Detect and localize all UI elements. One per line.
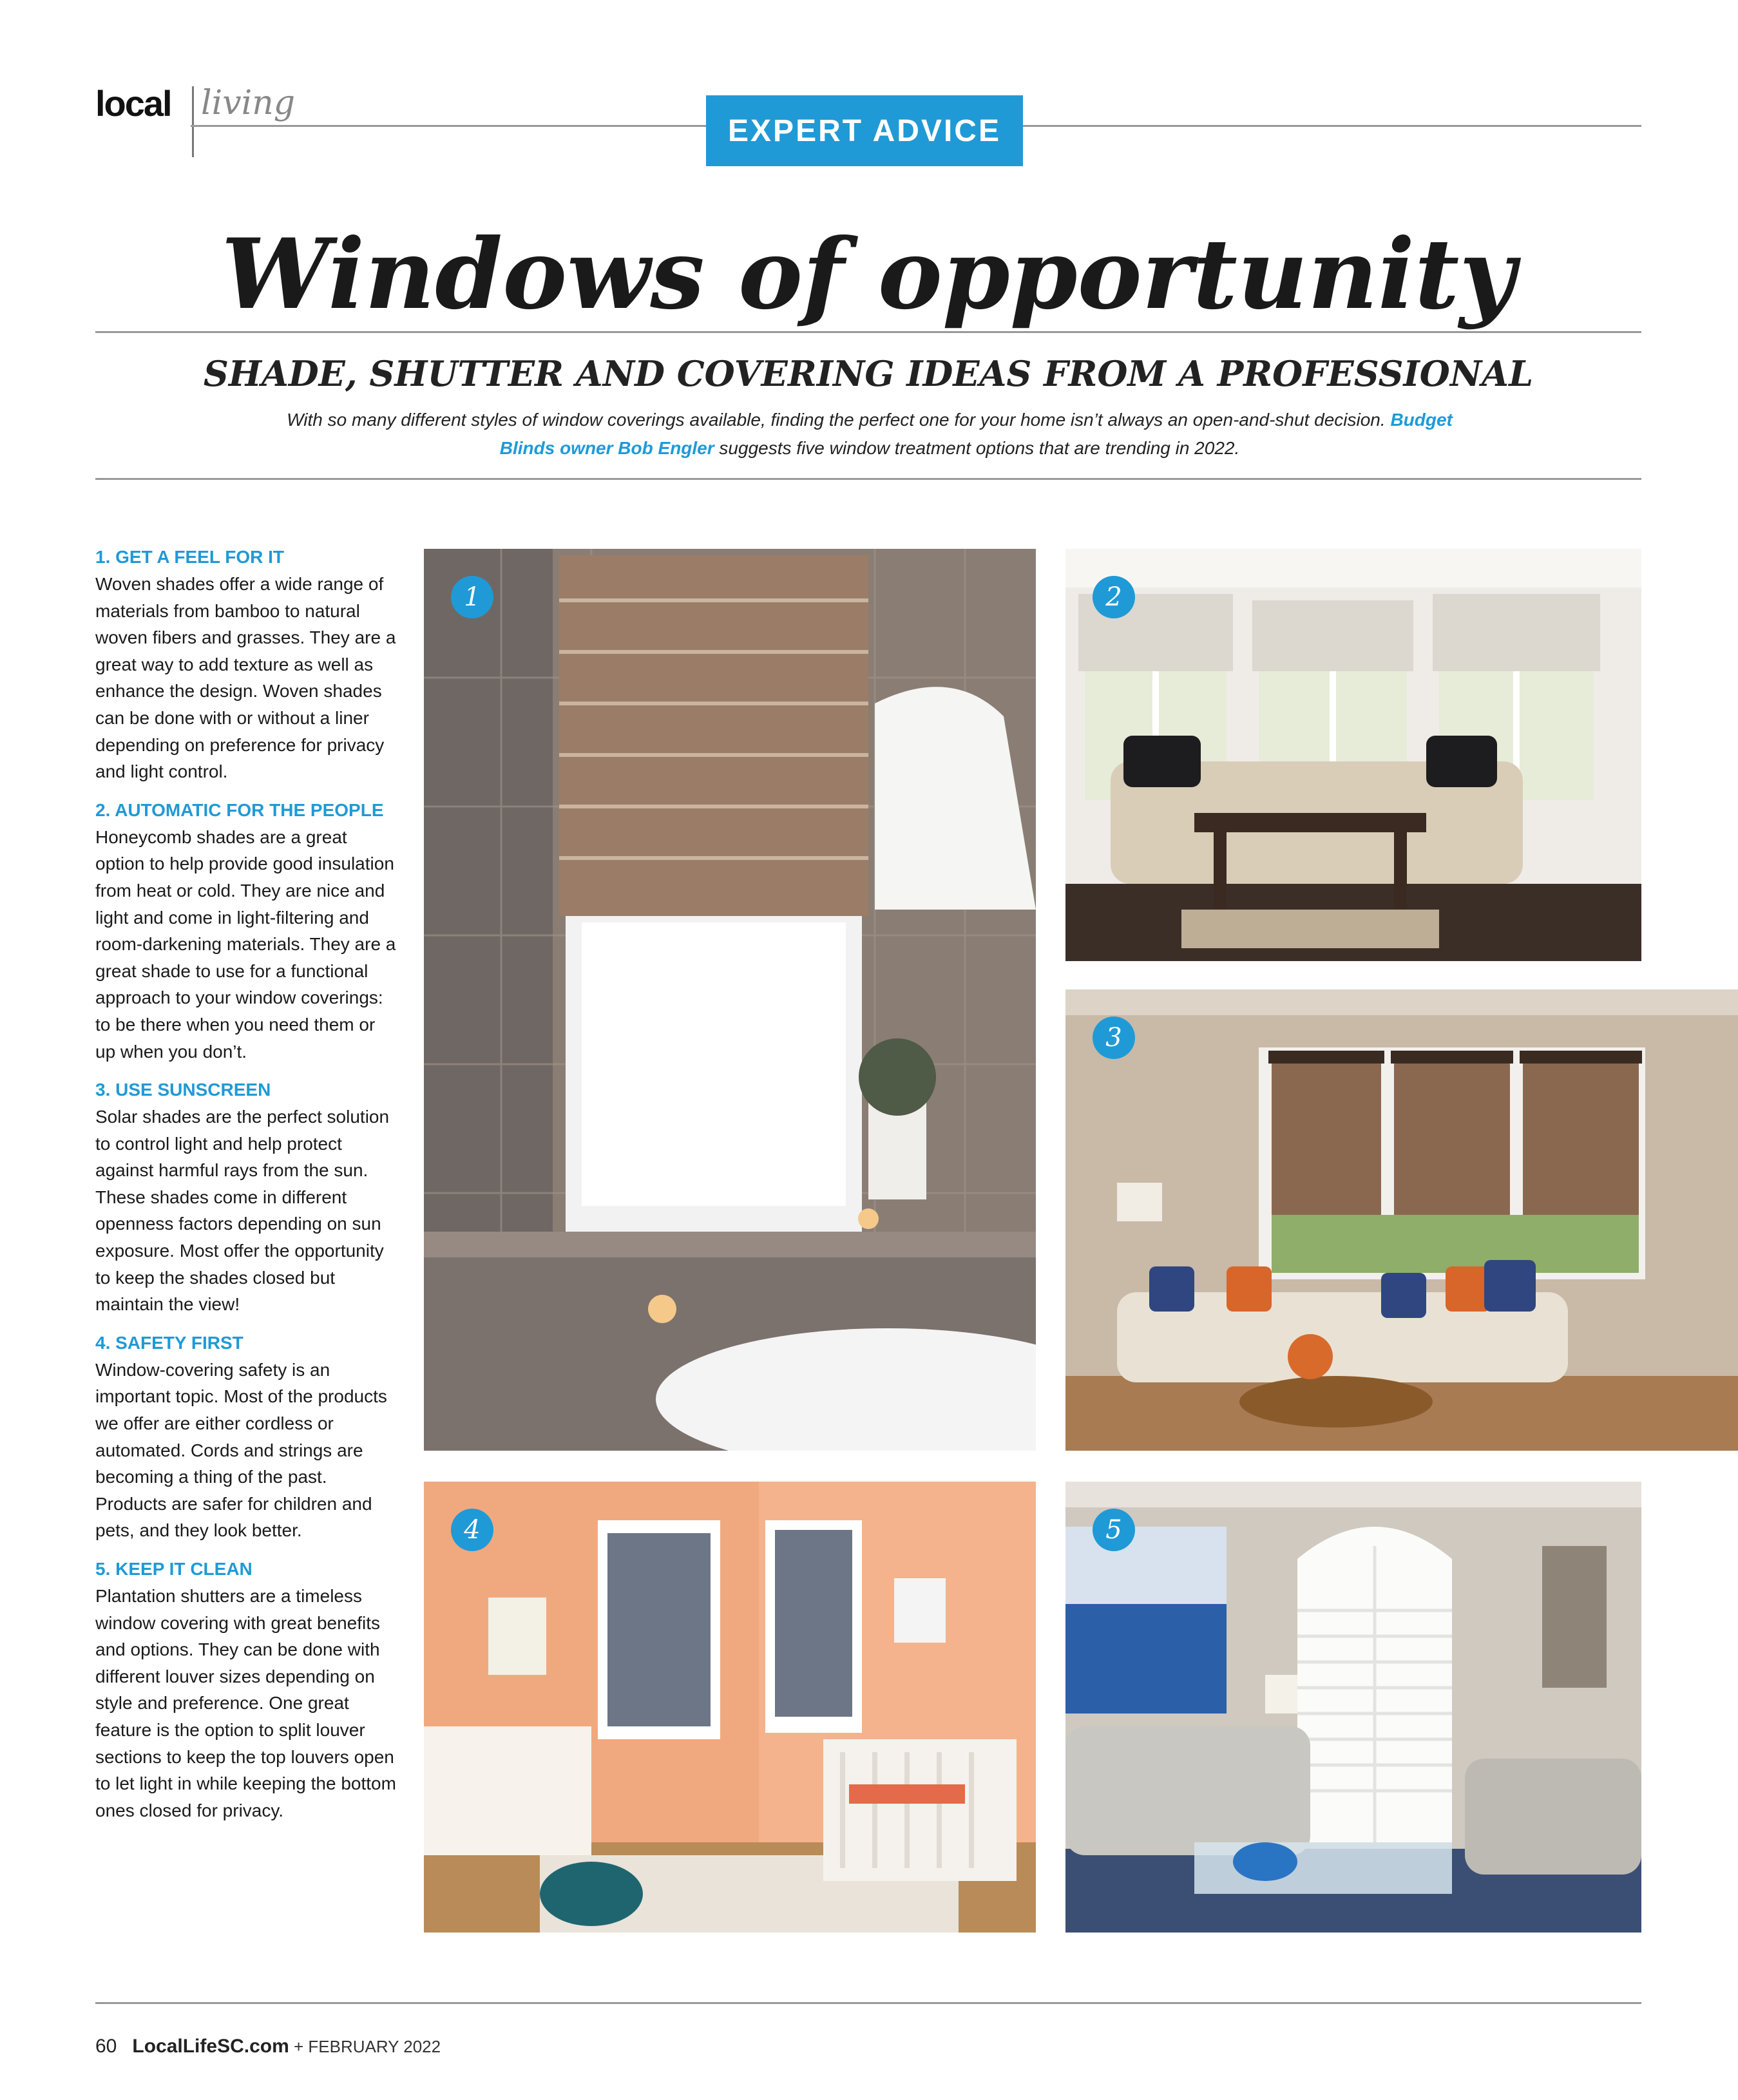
issue-date: + FEBRUARY 2022 <box>289 2037 441 2056</box>
photo-1-illustration <box>424 549 1036 1451</box>
photo-woven-shade-bathroom <box>424 549 1036 1451</box>
photo-number-badge: 3 <box>1093 1017 1135 1059</box>
section-5 <box>95 1556 398 1824</box>
article-subtitle: SHADE, SHUTTER AND COVERING IDEAS FROM A PROFESSIONAL <box>203 353 1534 394</box>
section-4 <box>95 1330 398 1544</box>
photo-2-illustration <box>1065 549 1641 961</box>
article-title: Windows of opportunity <box>221 218 1516 331</box>
intro-text-after: suggests five window treatment options that are trending in 2022. <box>714 438 1240 458</box>
section-heading: 4. SAFETY FIRST <box>95 1332 244 1353</box>
photo-solar-shades-living-room <box>1065 989 1738 1451</box>
footer-rule <box>95 2002 1641 2004</box>
photo-number-badge: 4 <box>451 1509 493 1551</box>
intro-text-before: With so many different styles of window coverings available, finding the perfect one for your home isn’t always an open-and-shut decision. <box>287 410 1391 430</box>
photo-5-illustration <box>1065 1482 1641 1933</box>
photo-3-illustration <box>1065 989 1738 1451</box>
article-body <box>95 544 398 1835</box>
section-badge: EXPERT ADVICE <box>706 95 1023 166</box>
section-text: Plantation shutters are a timeless window covering with great benefits and options. They can be done with different louver sizes depending on style and preference. One great feature is the option to split louver sections to keep the top louvers open to let light in while keeping the bottom ones closed for privacy. <box>95 1586 396 1820</box>
section-3 <box>95 1076 398 1318</box>
section-heading: 3. USE SUNSCREEN <box>95 1080 271 1100</box>
intro-rule <box>95 478 1641 480</box>
intro-highlight: Budget Blinds owner Bob Engler <box>499 410 1453 458</box>
photo-honeycomb-shades-bay-window <box>1065 549 1641 961</box>
section-text: Solar shades are the perfect solution to control light and help protect against harmful rays from the sun. These shades come in different openness factors depending on sun exposure. Most offer the opportunity to keep the shades closed but maintain the view! <box>95 1107 390 1315</box>
section-text: Honeycomb shades are a great option to help provide good insulation from heat or cold. They are nice and light and come in light-filtering and room-darkening materials. They are a great shade to use for a functional approach to your window coverings: to be there when you need them or up when you don’t. <box>95 826 396 1062</box>
page-number: 60 <box>95 2036 117 2057</box>
photo-plantation-shutters-living-room <box>1065 1482 1641 1933</box>
section-text: Woven shades offer a wide range of materials from bamboo to natural woven fibers and grasses. They are a great way to add texture as well as enhance the design. Woven shades can be done with or without a liner depending on preference for privacy and light control. <box>95 574 396 782</box>
section-2 <box>95 797 398 1065</box>
section-1 <box>95 544 398 785</box>
photo-number-badge: 5 <box>1093 1509 1135 1551</box>
section-heading: 2. AUTOMATIC FOR THE PEOPLE <box>95 799 384 820</box>
photo-4-illustration <box>424 1482 1036 1933</box>
page-footer <box>95 2036 441 2057</box>
brand-living-wordmark: living <box>201 84 296 122</box>
section-heading: 5. KEEP IT CLEAN <box>95 1559 253 1579</box>
section-heading: 1. GET A FEEL FOR IT <box>95 547 284 567</box>
brand-local-wordmark: local <box>95 83 171 124</box>
photo-number-badge: 1 <box>451 576 493 618</box>
brand-divider <box>192 86 194 157</box>
article-intro <box>283 406 1456 463</box>
photo-number-badge: 2 <box>1093 576 1135 618</box>
photo-cordless-shades-nursery <box>424 1482 1036 1933</box>
section-text: Window-covering safety is an important topic. Most of the products we offer are either cordless or automated. Cords and strings are becoming a thing of the past. Products are safer for children and pets, and they look better. <box>95 1359 387 1541</box>
title-rule <box>95 331 1641 333</box>
site-link[interactable]: LocalLifeSC.com <box>132 2036 289 2057</box>
